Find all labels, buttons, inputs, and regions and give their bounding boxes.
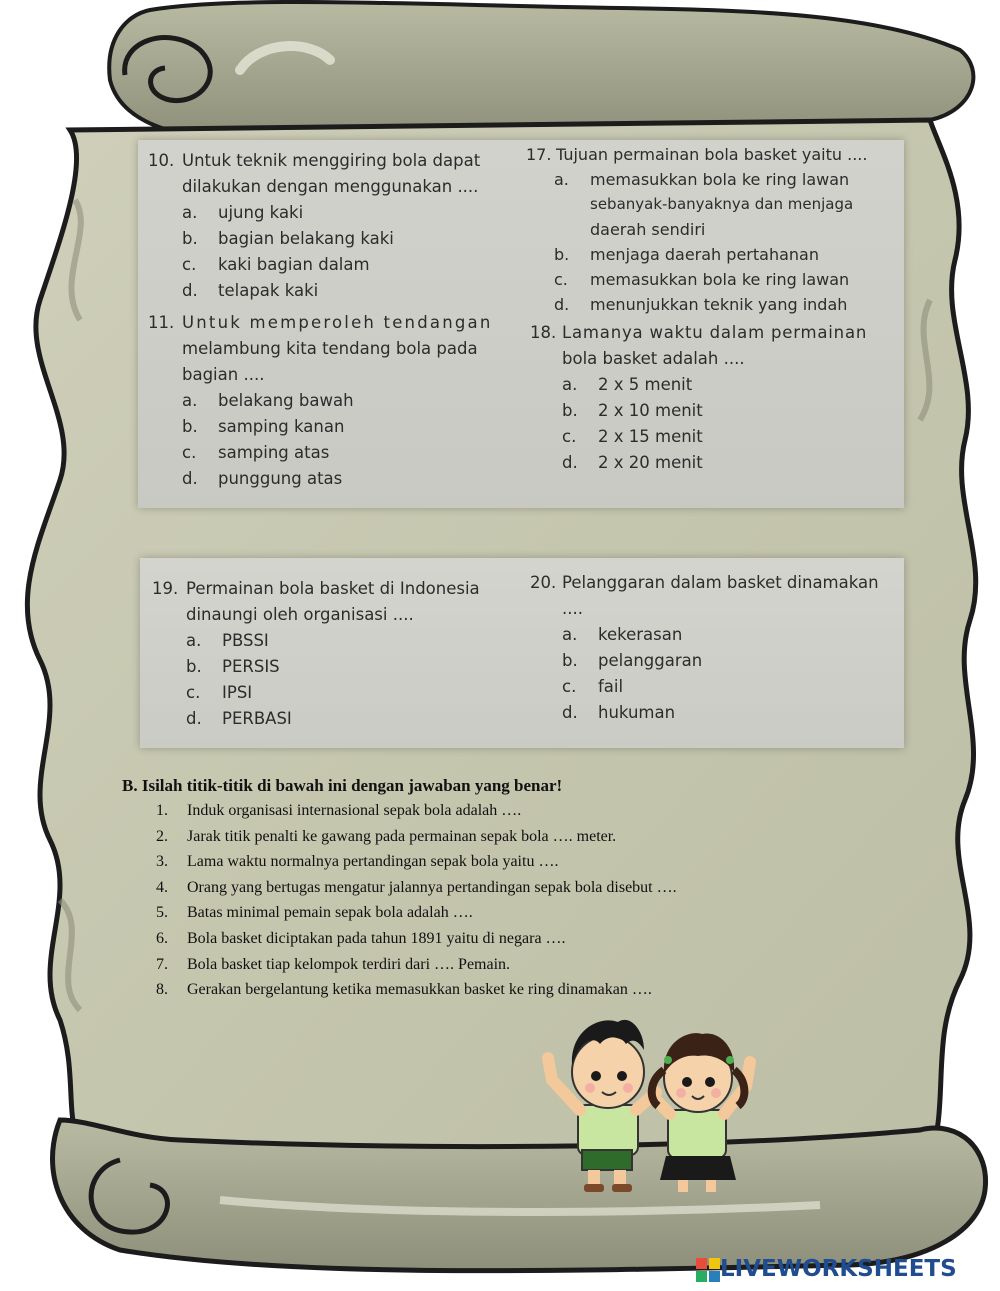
option-b[interactable]: b. samping kanan	[182, 417, 345, 436]
option-a[interactable]: a. 2 x 5 menit	[562, 375, 693, 394]
question-stem-continued: ....	[562, 599, 583, 618]
option-a[interactable]: a. ujung kaki	[182, 203, 304, 222]
option-c[interactable]: c. IPSI	[186, 683, 253, 702]
question-number: 20.	[530, 573, 557, 592]
option-d[interactable]: d. hukuman	[562, 703, 676, 722]
fill-in-item[interactable]: 2. Jarak titik penalti ke gawang pada permainan sepak bola …. meter.	[156, 827, 617, 845]
brand-text: LIVEWORKSHEETS	[720, 1256, 957, 1282]
question-stem: Lamanya waktu dalam permainan	[562, 323, 868, 342]
fill-in-item[interactable]: 4. Orang yang bertugas mengatur jalannya pertandingan sepak bola disebut ….	[156, 878, 677, 896]
liveworksheets-brand[interactable]	[694, 1256, 957, 1282]
question-stem: Tujuan permainan bola basket yaitu ....	[556, 145, 868, 164]
option-a[interactable]: a. memasukkan bola ke ring lawan	[554, 170, 850, 189]
girl-figure	[652, 1033, 750, 1192]
option-a[interactable]: a. kekerasan	[562, 625, 683, 644]
option-a-continued: daerah sendiri	[590, 220, 706, 239]
option-b[interactable]: b. PERSIS	[186, 657, 280, 676]
students-illustration	[540, 1010, 770, 1200]
option-a[interactable]: a. belakang bawah	[182, 391, 354, 410]
question-stem-continued: bola basket adalah ....	[562, 349, 745, 368]
fill-in-item[interactable]: 6. Bola basket diciptakan pada tahun 1891 yaitu di negara ….	[156, 929, 566, 947]
question-number: 19.	[152, 579, 179, 598]
question-19	[152, 576, 522, 732]
question-number: 18.	[530, 323, 557, 342]
option-a-continued: sebanyak-banyaknya dan menjaga	[590, 195, 854, 213]
question-17	[526, 142, 896, 317]
option-c[interactable]: c. kaki bagian dalam	[182, 255, 370, 274]
question-stem-continued: melambung kita tendang bola pada	[182, 339, 478, 358]
section-b-title: B. Isilah titik-titik di bawah ini dengan jawaban yang benar!	[122, 776, 563, 795]
question-20	[530, 570, 900, 726]
option-b[interactable]: b. 2 x 10 menit	[562, 401, 703, 420]
option-c[interactable]: c. samping atas	[182, 443, 330, 462]
question-number: 11.	[148, 313, 175, 332]
question-stem: Pelanggaran dalam basket dinamakan	[562, 573, 879, 592]
questions-panel-10-18	[138, 140, 904, 508]
section-b-fill-in	[122, 774, 882, 1003]
option-b[interactable]: b. bagian belakang kaki	[182, 229, 394, 248]
question-stem-continued: dilakukan dengan menggunakan ....	[182, 177, 479, 196]
fill-in-item[interactable]: 1. Induk organisasi internasional sepak bola adalah ….	[156, 802, 522, 819]
question-11	[148, 310, 518, 492]
fill-in-item[interactable]: 7. Bola basket tiap kelompok terdiri dari …. Pemain.	[156, 955, 511, 973]
option-c[interactable]: c. 2 x 15 menit	[562, 427, 703, 446]
option-d[interactable]: d. PERBASI	[186, 709, 292, 728]
question-stem-continued: bagian ....	[182, 365, 265, 384]
fill-in-item[interactable]: 3. Lama waktu normalnya pertandingan sepak bola yaitu ….	[156, 853, 559, 871]
question-number: 17.	[526, 145, 552, 164]
fill-in-list	[122, 798, 882, 1003]
fill-in-item[interactable]: 5. Batas minimal pemain sepak bola adalah ….	[156, 904, 473, 922]
option-d[interactable]: d. telapak kaki	[182, 281, 319, 300]
option-d[interactable]: d. 2 x 20 menit	[562, 453, 703, 472]
fill-in-item[interactable]: 8. Gerakan bergelantung ketika memasukkan basket ke ring dinamakan ….	[156, 981, 652, 999]
option-c[interactable]: c. fail	[562, 677, 624, 696]
option-b[interactable]: b. menjaga daerah pertahanan	[554, 245, 819, 264]
question-stem: Permainan bola basket di Indonesia	[186, 579, 480, 598]
question-number: 10.	[148, 151, 175, 170]
question-18	[530, 320, 900, 476]
question-stem: Untuk memperoleh tendangan	[182, 313, 493, 332]
question-stem: Untuk teknik menggiring bola dapat	[182, 151, 481, 170]
option-d[interactable]: d. punggung atas	[182, 469, 343, 488]
option-b[interactable]: b. pelanggaran	[562, 651, 703, 670]
question-10	[148, 148, 518, 304]
boy-figure	[548, 1020, 656, 1192]
option-a[interactable]: a. PBSSI	[186, 631, 269, 650]
option-d[interactable]: d. menunjukkan teknik yang indah	[554, 295, 848, 314]
option-c[interactable]: c. memasukkan bola ke ring lawan	[554, 270, 850, 289]
question-stem-continued: dinaungi oleh organisasi ....	[186, 605, 414, 624]
questions-panel-19-20	[140, 558, 904, 748]
